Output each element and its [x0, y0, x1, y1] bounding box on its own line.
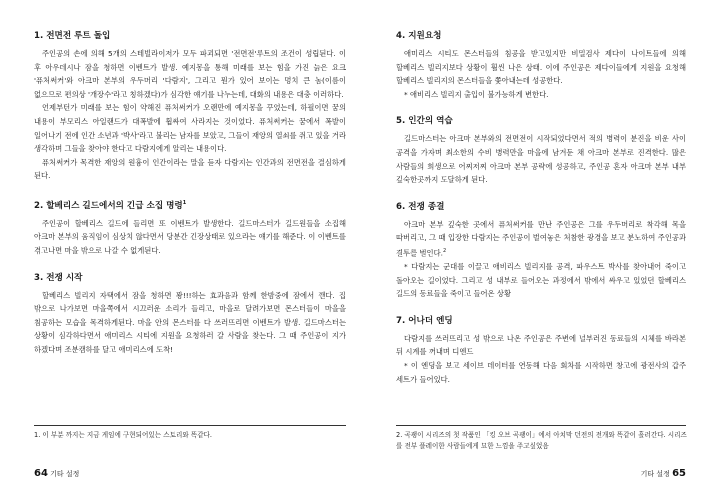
section-title: 4. 지원요청 — [396, 31, 442, 41]
footnote-divider — [34, 425, 346, 426]
footnote: 1. 이 부분 까지는 지금 게임에 구현되어있는 스토리와 똑같다. — [34, 431, 213, 439]
note-paragraph: * 다람지는 군대를 이끌고 애비리스 빌리지를 공격, 파우스트 박사를 찾아내어 죽이고 돌아오는 길이었다. 그리고 성 내부로 들어오는 과정에서 밖에서 싸우고 있었던 할베리스 길드의 동료들을 죽이고 들어온 상황 — [396, 261, 686, 299]
section-6 — [396, 201, 686, 301]
right-page — [360, 0, 720, 504]
paragraph: 할베리스 빌리지 자택에서 잠을 청하면 꽝!!!하는 효과음과 함께 한밤중에 잠에서 깬다. 집 밖으로 나가보면 마을쪽에서 시끄러운 소리가 들리고, 마을로 달려가보면 몬스터들이 마을을 침공하는 모습을 목격하게된다. 마을 안의 몬스터를 다 쓰러뜨리면 이벤트가 발생. 길드마스터는 상황이 심각하다면서 애미리스 시티에 지원을 요청하러 갈 사람을 찾는다. 그 때 주인공이 지가 하겠다며 조분캠하를 달고 애미리스에 도착! — [34, 290, 346, 354]
section-5 — [396, 115, 686, 186]
footnote-divider — [396, 425, 686, 426]
section-title — [34, 197, 346, 212]
paragraph: 주인공의 손에 의해 5개의 스테빌라이저가 모두 파괴되면 '전면전'루트의 조건이 성립된다. 이 후 아우데시나 잠을 청하면 이벤트가 발생. 예지몽을 통해 미래를 보는 힘을 가진 늙은 요크 '퓨처써커'와 아크마 본부의 우두머리 '다람지', 그리고 뭔가 있어 보이는 멍치 큰 놈(이름이 없으므로 편의상 '개장수'라고 칭하겠다)가 심각한 얘기를 나누는데, 대화의 내용은 대충 이러하다. — [34, 49, 346, 99]
section-title: 5. 인간의 역습 — [396, 116, 453, 127]
section-title: 3. 전쟁 시작 — [34, 272, 83, 283]
running-footer: 기타 설정 — [50, 470, 80, 478]
page-number: 65 — [672, 468, 686, 479]
paragraph: 다람지를 쓰러뜨리고 성 밖으로 나온 주인공은 주변에 널부러진 동료들의 시체를 바라본 뒤 시계를 꺼내며 디엔드 — [396, 333, 686, 357]
paragraph: 퓨처써커가 목격한 재앙의 원흉이 인간이라는 말을 듣자 다람지는 인간과의 전면전을 결심하게 된다. — [34, 157, 346, 181]
paragraph: 언제부턴가 미래를 보는 힘이 약해진 퓨처써커가 오랜만에 예지몽을 꾸었는데, 하필이면 꿈의 내용이 부모리스 아일랜드가 대폭발에 휩싸여 사라지는 것이었다. 퓨처써커는 꿈에서 폭발이 일어나기 전에 인간 소년과 '박사'라고 불리는 남자를 보았고, 그들이 재앙의 열쇠를 쥐고 있을 거라 생각하며 그들을 찾아야 한다고 다람지에게 알리는 내용이다. — [34, 103, 346, 154]
note-paragraph: * 이 엔딩을 보고 세이브 데이터를 연동해 다음 회차를 시작하면 창고에 광전사의 갑주 세트가 들어있다. — [396, 360, 686, 384]
section-title: 7. 어나더 엔딩 — [396, 315, 453, 326]
paragraph: 애미리스 시티도 몬스터들의 침공을 받고있지만 비밀검사 제다이 나이트들에 의해 할베리스 빌리지보다 상황이 훨씬 나은 상태. 이에 주인공은 제다이들에게 지원을 요청해 할베리스 빌리지의 몬스터들을 쫓아내는데 성공한다. — [396, 49, 686, 86]
paragraph: 길드마스터는 아크마 본부와의 전면전이 시작되었다면서 적의 병력이 분진을 비운 사이 공격을 가자며 최소한의 수비 병력만을 마을에 남겨둔 채 아크마 본부로 진격한다. 많은 사람들의 희생으로 어찌저찌 아크마 본부 공략에 성공하고, 주인공 혼자 아크마 본부 내부 깊숙한곳까지 도달하게 된다. — [396, 134, 686, 185]
running-footer: 기타 설정 — [640, 470, 670, 478]
page-number: 64 — [34, 468, 48, 479]
section-title: 1. 전면전 루트 돌입 — [34, 31, 111, 41]
section-4 — [396, 30, 686, 101]
paragraph — [396, 218, 686, 260]
page-folio — [34, 468, 79, 480]
section-7 — [396, 315, 686, 386]
footnote-ref: 1 — [182, 199, 187, 206]
section-3 — [34, 272, 346, 357]
page-folio — [641, 468, 686, 480]
footnote: 2. 곡괭이 시리즈의 첫 작품인 「킹 오브 곡괭이」에서 아치막 던전의 전개와 똑같이 흘러간다. 시리즈를 전부 플레이한 사람들에게 묘한 느낌을 주고싶었음 — [396, 431, 687, 450]
note-paragraph: * 애비리스 빌리지 출입이 불가능하게 변한다. — [404, 89, 549, 99]
section-2 — [34, 197, 346, 258]
section-1 — [34, 30, 346, 183]
paragraph-text: 아크마 본부 깊숙한 곳에서 퓨처써커를 만난 주인공은 그를 우두머리로 착각해 목을 따버리고, 그 때 입장한 다람지는 주인공이 벌여놓은 처참한 광경을 보고 분노하여 주인공과 결투를 벌인다. — [396, 219, 686, 258]
paragraph: 주인공이 할베리스 길드에 들리면 또 이벤트가 발생한다. 길드마스터가 길드원들을 소집해 아크마 본부의 움직임이 심상치 않다면서 당분간 긴장상태로 있으라는 얘기를 해준다. 이 이벤트를 겪고나면 마을 밖으로 나갈 수 없게된다. — [34, 218, 346, 255]
footnote-ref: 2 — [442, 247, 447, 254]
section-title-text: 2. 할베리스 길드에서의 긴급 소집 명령 — [34, 200, 183, 211]
section-title: 6. 전쟁 종결 — [396, 201, 445, 212]
